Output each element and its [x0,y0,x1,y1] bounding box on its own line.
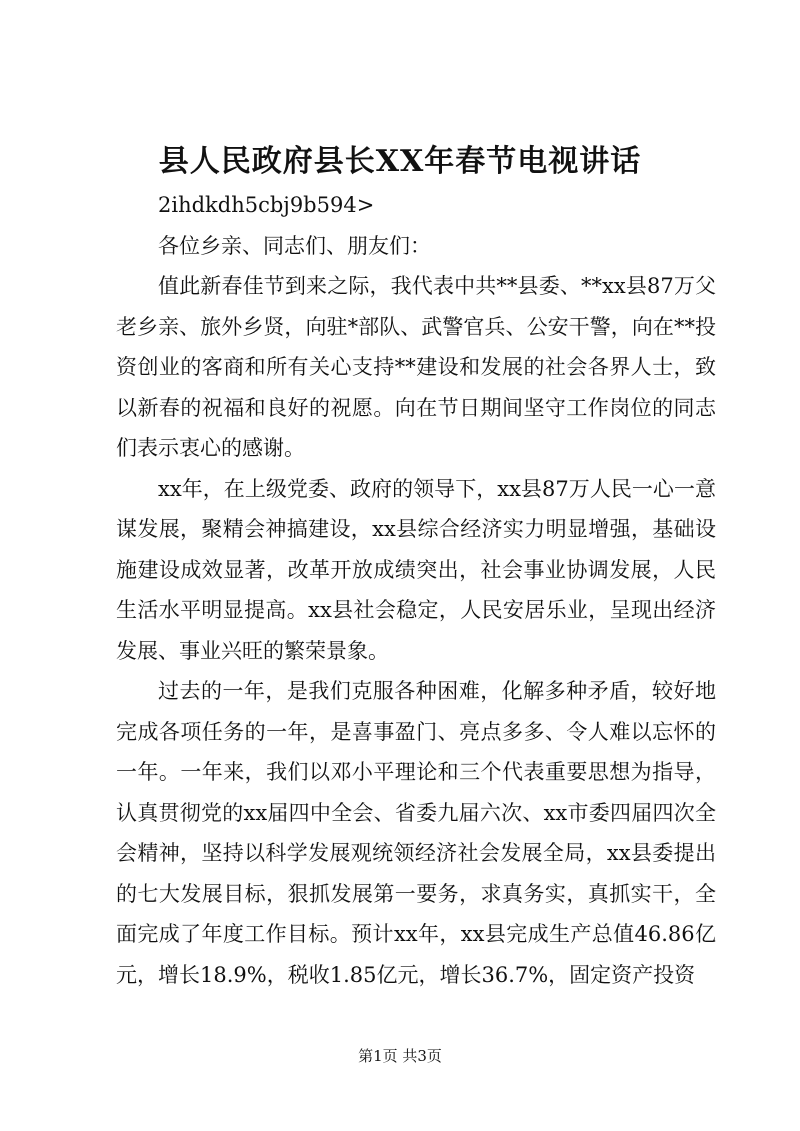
paragraph-achievements: xx年，在上级党委、政府的领导下，xx县87万人民一心一意谋发展，聚精会神搞建设，xx县综合经济实力明显增强，基础设施建设成效显著，改革开放成绩突出，社会事业协调发展，人民生活水平明显提高。xx县社会稳定，人民安居乐业，呈现出经济发展、事业兴旺的繁荣景象。 [116,476,716,663]
paragraph-greeting: 值此新春佳节到来之际，我代表中共**县委、**xx县87万父老乡亲、旅外乡贤，向驻*部队、武警官兵、公安干警，向在**投资创业的客商和所有关心支持**建设和发展的社会各界人士，致以新春的祝福和良好的祝愿。向在节日期间坚守工作岗位的同志们表示衷心的感谢。 [116,274,716,460]
paragraph-past-year: 过去的一年，是我们克服各种困难，化解多种矛盾，较好地完成各项任务的一年，是喜事盈门、亮点多多、令人难以忘怀的一年。一年来，我们以邓小平理论和三个代表重要思想为指导，认真贯彻党的xx届四中全会、省委九届六次、xx市委四届四次全会精神，坚持以科学发展观统领经济社会发展全局，xx县委提出的七大发展目标，狠抓发展第一要务，求真务实，真抓实干，全面完成了年度工作目标。预计xx年，xx县完成生产总值46.86亿元，增长18.9%，税收1.85亿元，增长36.7%，固定资产投资 [116,679,716,987]
page-footer: 第1页 共3页 [358,1047,442,1065]
document-code-line: 2ihdkdh5cbj9b594> [158,193,375,217]
document-body [116,185,716,995]
document-title: 县人民政府县长XX年春节电视讲话 [158,144,642,179]
salutation: 各位乡亲、同志们、朋友们： [158,233,431,258]
